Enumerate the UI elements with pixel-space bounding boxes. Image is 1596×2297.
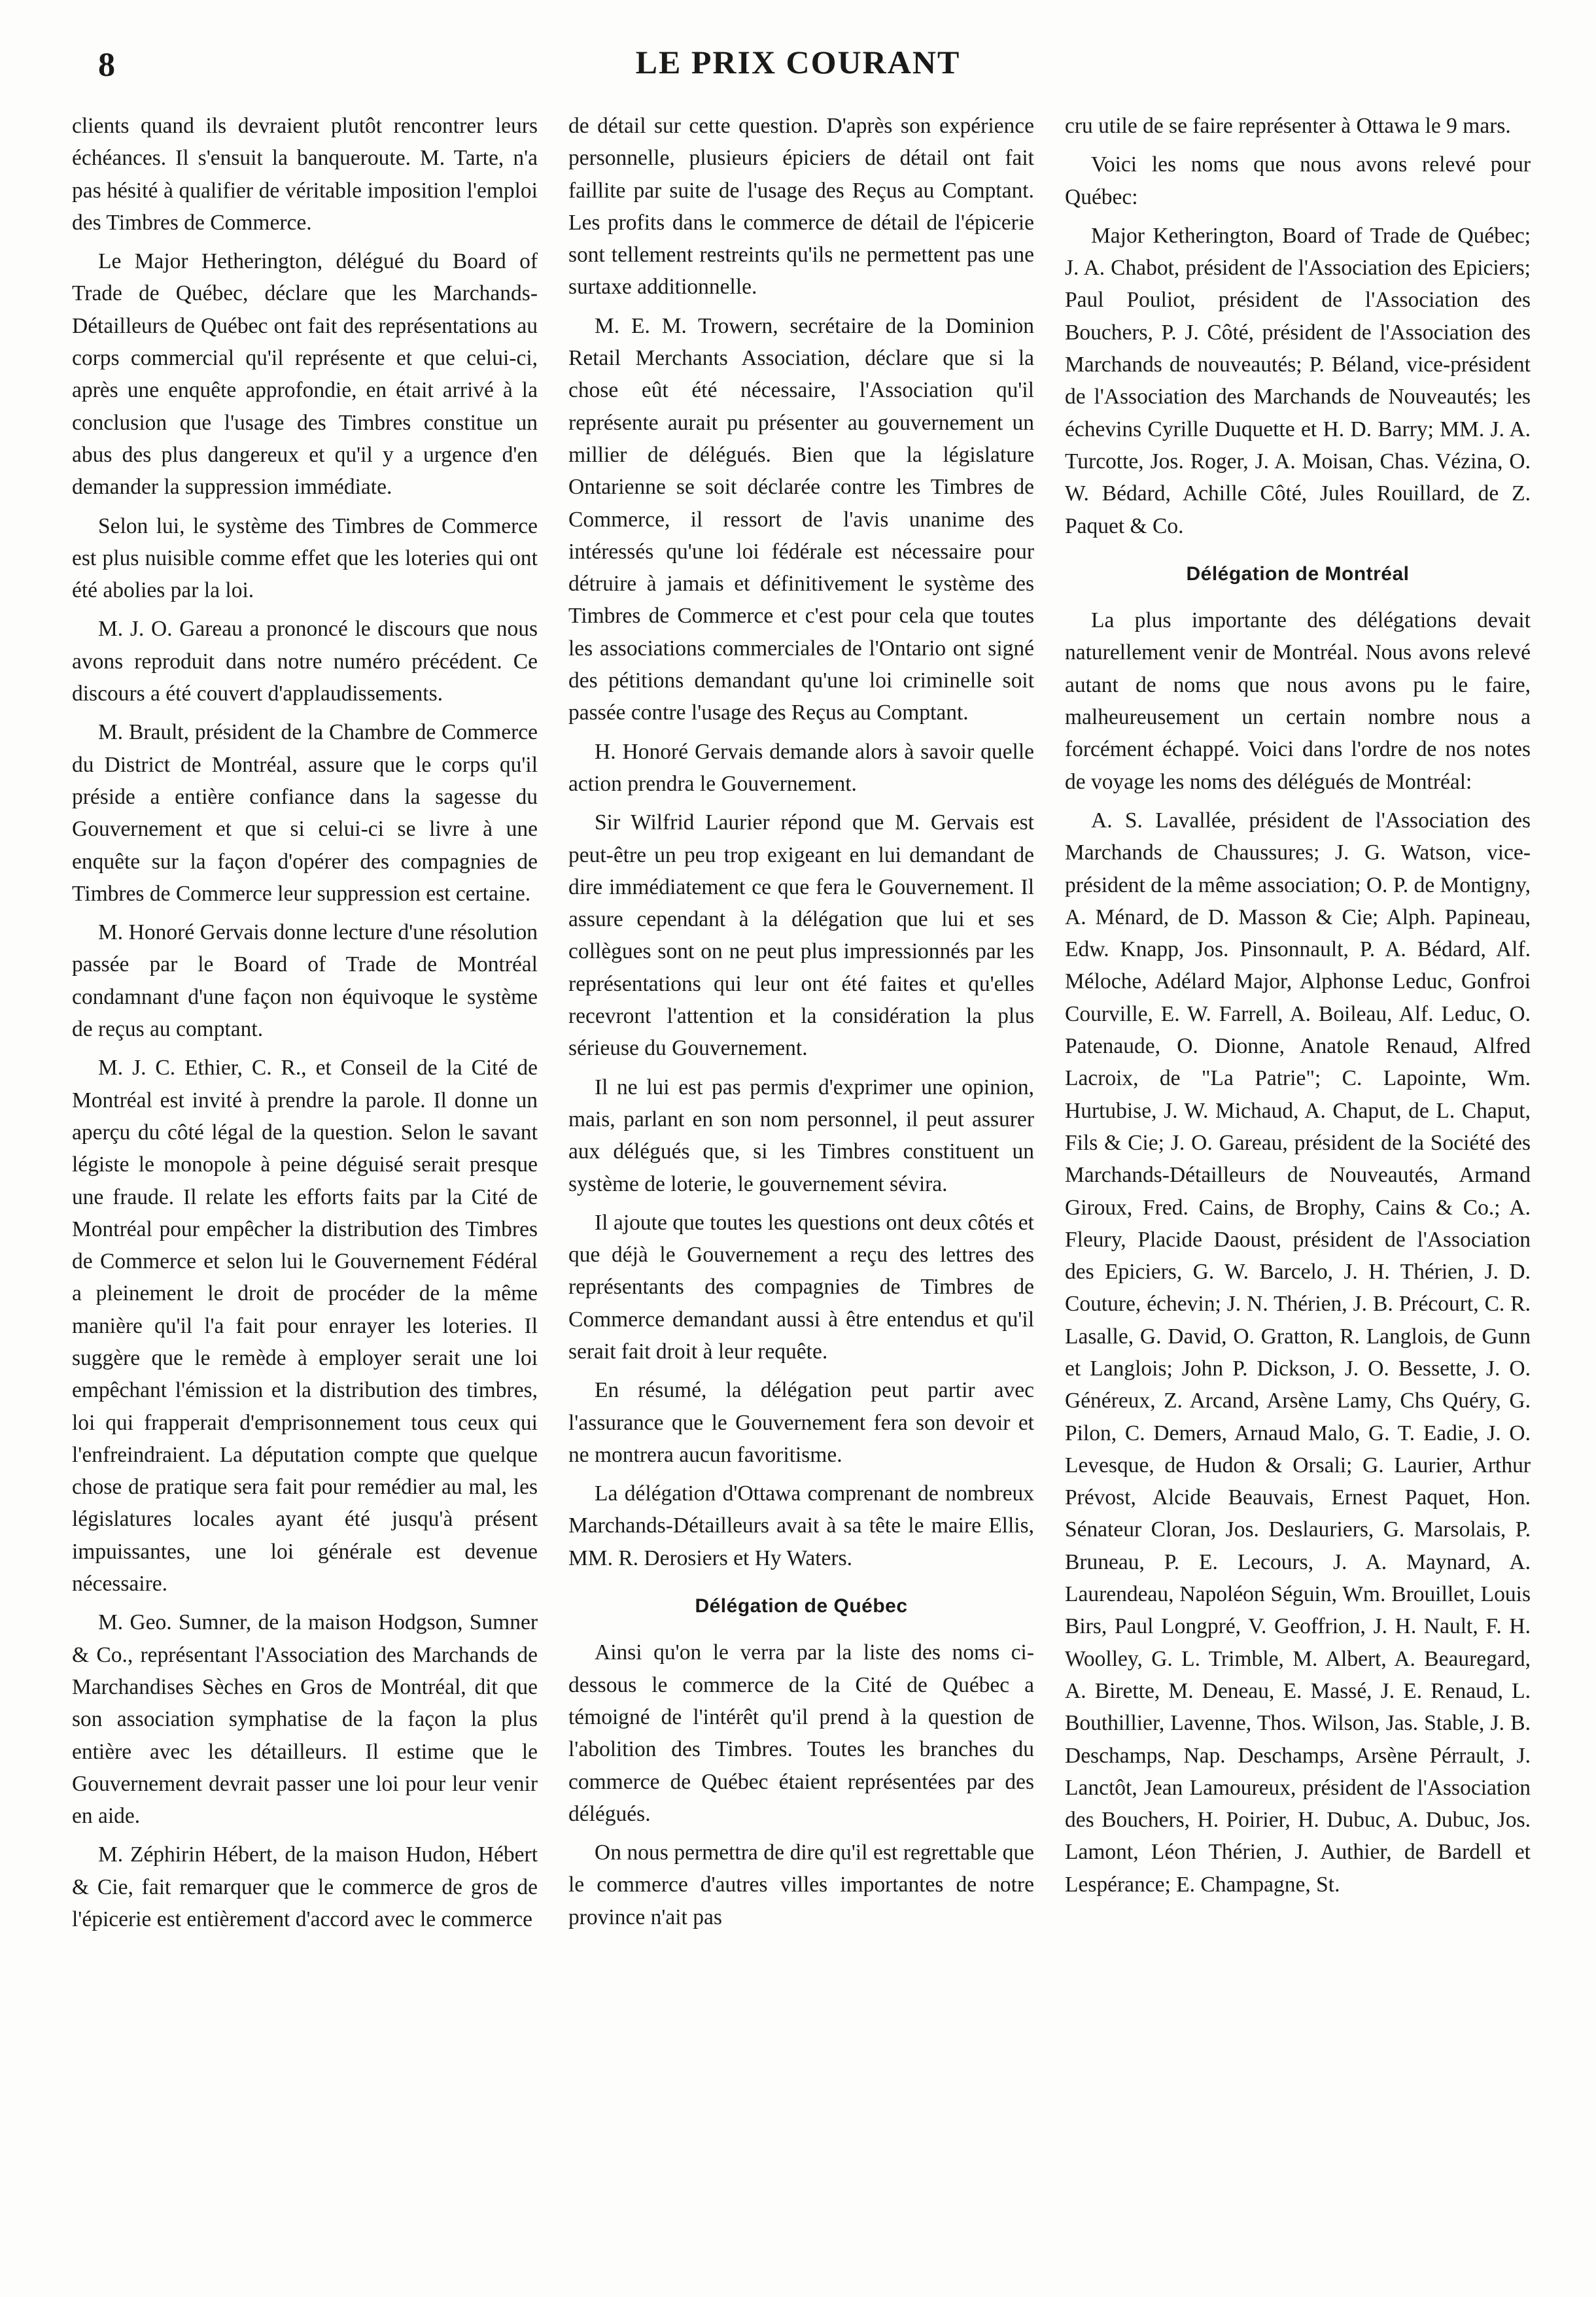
paragraph: On nous permettra de dire qu'il est regrettable que le commerce d'autres villes importantes de notre province n'ait pas [568, 1840, 1034, 1929]
page-header [0, 39, 1596, 92]
paragraph: M. Brault, président de la Chambre de Commerce du District de Montréal, assure que le corps qu'il préside a entière confiance dans la sagesse du Gouvernement et que si celui-ci se livre à une enquête sur la façon d'opérer des compagnies de Timbres de Commerce leur suppression est certaine. [72, 720, 538, 906]
column-3 [1065, 110, 1531, 2262]
paragraph: Il ne lui est pas permis d'exprimer une opinion, mais, parlant en son nom personnel, il peut assurer aux délégués que, si les Timbres constituent un système de loterie, le gouvernement sévira. [568, 1075, 1034, 1196]
column-2 [568, 110, 1034, 2262]
column-1 [72, 110, 538, 2262]
paragraph: La délégation d'Ottawa comprenant de nombreux Marchands-Détailleurs avait à sa tête le maire Ellis, MM. R. Derosiers et Hy Waters. [568, 1481, 1034, 1570]
paragraph: M. J. O. Gareau a prononcé le discours que nous avons reproduit dans notre numéro précédent. Ce discours a été couvert d'applaudissements. [72, 617, 538, 706]
paragraph: Le Major Hetherington, délégué du Board of Trade de Québec, déclare que les Marchands-Détailleurs de Québec ont fait des représentations au corps commercial qu'il représente et que celui-ci, après une enquête approfondie, en était arrivé à la conclusion que l'usage des Timbres constitue un abus des plus dangereux et qu'il y a urgence d'en demander la suppression immédiate. [72, 249, 538, 500]
paragraph: M. Geo. Sumner, de la maison Hodgson, Sumner & Co., représentant l'Association des Marchands de Marchandises Sèches en Gros de Montréal, dit que son association symphatise de la façon la plus entière avec les détailleurs. Il estime que le Gouvernement devrait passer une loi pour leur venir en aide. [72, 1610, 538, 1829]
paragraph: Sir Wilfrid Laurier répond que M. Gervais est peut-être un peu trop exigeant en lui demandant de dire immédiatement ce que fera le Gouvernement. Il assure cependant à la délégation que lui et ses collègues sont on ne peut plus impressionnés par les représentations qui leur ont été faites et qu'elles recevront l'attention et la considération la plus sérieuse du Gouvernement. [568, 810, 1034, 1061]
publication-title: LE PRIX COURANT [635, 44, 961, 80]
article-columns [72, 110, 1531, 2262]
paragraph: H. Honoré Gervais demande alors à savoir quelle action prendra le Gouvernement. [568, 739, 1034, 796]
section-heading: Délégation de Québec [695, 1595, 908, 1617]
paragraph: cru utile de se faire représenter à Ottawa le 9 mars. [1065, 114, 1511, 138]
paragraph: Major Ketherington, Board of Trade de Québec; J. A. Chabot, président de l'Association des Epiciers; Paul Pouliot, président de l'Association des Bouchers, P. J. Côté, président de l'Association des Marchands de nouveautés; P. Béland, vice-président de l'Association des Marchands de Nouveautés; les échevins Cyrille Duquette et H. D. Barry; MM. J. A. Turcotte, Jos. Roger, J. A. Moisan, Chas. Vézina, O. W. Bédard, Achille Côté, Jules Rouillard, de Z. Paquet & Co. [1065, 223, 1531, 538]
paragraph: M. Honoré Gervais donne lecture d'une résolution passée par le Board of Trade de Montréal condamnant d'une façon non équivoque le système de reçus au comptant. [72, 920, 538, 1042]
paragraph: Il ajoute que toutes les questions ont deux côtés et que déjà le Gouvernement a reçu des lettres des représentants des compagnies de Timbres de Commerce demandant aussi à être entendus et qu'il serait fait droit à leur requête. [568, 1210, 1034, 1364]
page-number: 8 [98, 46, 115, 84]
paragraph: clients quand ils devraient plutôt rencontrer leurs échéances. Il s'ensuit la banqueroute. M. Tarte, n'a pas hésité à qualifier de véritable imposition l'emploi des Timbres de Commerce. [72, 114, 538, 235]
paragraph: Selon lui, le système des Timbres de Commerce est plus nuisible comme effet que les loteries qui ont été abolies par la loi. [72, 513, 538, 603]
section-heading: Délégation de Montréal [1186, 562, 1410, 585]
paragraph: A. S. Lavallée, président de l'Association des Marchands de Chaussures; J. G. Watson, vice-président de la même association; O. P. de Montigny, A. Ménard, de D. Masson & Cie; Alph. Papineau, Edw. Knapp, Jos. Pinsonnault, P. A. Bédard, Alf. Méloche, Adélard Major, Alphonse Leduc, Gonfroi Courville, E. W. Farrell, A. Boileau, Alf. Leduc, O. Patenaude, O. Dionne, Anatole Renaud, Alfred Lacroix, de "La Patrie"; C. Lapointe, Wm. Hurtubise, J. W. Michaud, A. Chaput, de L. Chaput, Fils & Cie; J. O. Gareau, président de la Société des Marchands-Détailleurs de Nouveautés, Armand Giroux, Fred. Cains, de Brophy, Cains & Co.; A. Fleury, Placide Daoust, président de l'Association des Epiciers, G. W. Barcelo, J. H. Thérien, J. D. Couture, échevin; J. N. Thérien, J. B. Précourt, C. R. Lasalle, G. David, O. Gratton, R. Langlois, de Gunn et Langlois; John P. Dickson, J. O. Bessette, J. O. Généreux, Z. Arcand, Arsène Lamy, Chs Quéry, G. Pilon, C. Demers, Arnaud Malo, G. T. Eadie, J. O. Levesque, de Hudon & Orsali; G. Laurier, Arthur Prévost, Alcide Beauvais, Ernest Paquet, Hon. Sénateur Cloran, Jos. Deslauriers, G. Marsolais, P. Bruneau, P. E. Lecours, J. A. Maynard, A. Laurendeau, Napoléon Séguin, Wm. Brouillet, Louis Birs, Paul Longpré, V. Geoffrion, J. H. Nault, F. H. Woolley, G. L. Trimble, M. Albert, A. Beauregard, A. Birette, M. Deneau, E. Massé, J. E. Renaud, L. Bouthillier, Lavenne, Thos. Wilson, Jas. Stable, J. B. Deschamps, Nap. Deschamps, Arsène Pérrault, J. Lanctôt, Jean Lamoureux, président de l'Association des Bouchers, H. Poirier, H. Dubuc, A. Dubuc, Jos. Lamont, Léon Thérien, J. Authier, de Bardell et Lespérance; E. Champagne, St. [1065, 808, 1531, 1897]
paragraph: Voici les noms que nous avons relevé pour Québec: [1065, 152, 1531, 209]
paragraph: M. E. M. Trowern, secrétaire de la Dominion Retail Merchants Association, déclare que si la chose eût été nécessaire, l'Association qu'il représente aurait pu présenter au gouvernement un millier de délégués. Bien que la législature Ontarienne se soit déclarée contre les Timbres de Commerce, il ressort de l'avis unanime des intéressés qu'une loi fédérale est nécessaire pour détruire à jamais et définitivement le système des Timbres de Commerce et c'est pour cela que toutes les associations commerciales de l'Ontario ont signé des pétitions demandant qu'une loi criminelle soit passée contre l'usage des Reçus au Comptant. [568, 313, 1034, 725]
paragraph: de détail sur cette question. D'après son expérience personnelle, plusieurs épiciers de détail ont fait faillite par suite de l'usage des Reçus au Comptant. Les profits dans le commerce de détail de l'épicerie sont tellement restreints qu'ils ne permettent pas une surtaxe additionnelle. [568, 114, 1034, 300]
paragraph: La plus importante des délégations devait naturellement venir de Montréal. Nous avons relevé autant de noms que nous avons pu le faire, malheureusement un certain nombre nous a forcément échappé. Voici dans l'ordre de nos notes de voyage les noms des délégués de Montréal: [1065, 608, 1531, 794]
paragraph: M. Zéphirin Hébert, de la maison Hudon, Hébert & Cie, fait remarquer que le commerce de gros de l'épicerie est entièrement d'accord avec le commerce [72, 1842, 538, 1932]
paragraph: M. J. C. Ethier, C. R., et Conseil de la Cité de Montréal est invité à prendre la parole. Il donne un aperçu du côté légal de la question. Selon le savant légiste le monopole à peine déguisé serait presque une fraude. Il relate les efforts faits par la Cité de Montréal pour empêcher la distribution des Timbres de Commerce et selon lui le Gouvernement Fédéral a pleinement le droit de procéder de la même manière qu'il l'a fait pour enrayer les loteries. Il suggère que le remède à employer serait une loi empêchant l'émission et la distribution des timbres, loi qui frapperait d'emprisonnement tous ceux qui l'enfreindraient. La députation compte que quelque chose de pratique sera fait pour remédier au mal, les législatures locales ayant été jusqu'à présent impuissantes, une loi générale est devenue nécessaire. [72, 1056, 538, 1597]
paragraph: En résumé, la délégation peut partir avec l'assurance que le Gouvernement fera son devoir et ne montrera aucun favoritisme. [568, 1378, 1034, 1467]
paragraph: Ainsi qu'on le verra par la liste des noms ci-dessous le commerce de la Cité de Québec a témoigné de l'intérêt qu'il prend à la question de l'abolition des Timbres. Toutes les branches du commerce de Québec étaient représentées par des délégués. [568, 1640, 1034, 1826]
